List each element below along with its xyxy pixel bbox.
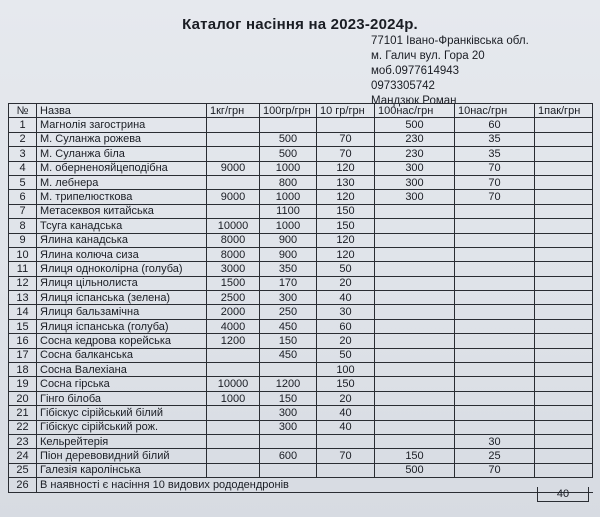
cell-num: 2 — [9, 132, 37, 146]
cell-name: Гібіскус сірійський рож. — [37, 420, 207, 434]
contact-person: Мандзюк Роман — [371, 95, 457, 107]
cell-price-100g: 1000 — [260, 161, 317, 175]
cell-price-100g: 500 — [260, 132, 317, 146]
cell-price-100g: 900 — [260, 247, 317, 261]
cell-price-100g: 900 — [260, 233, 317, 247]
table-row — [9, 391, 593, 405]
cell-price-10g: 70 — [317, 147, 375, 161]
table-row — [9, 291, 593, 305]
cell-price-1-pack — [535, 319, 593, 333]
cell-price-1kg — [207, 449, 260, 463]
cell-price-10g: 40 — [317, 420, 375, 434]
cell-price-100g: 170 — [260, 276, 317, 290]
table-row — [9, 348, 593, 362]
cell-price-100g: 150 — [260, 334, 317, 348]
cell-price-1-pack — [535, 175, 593, 189]
cell-price-1-pack — [535, 363, 593, 377]
table-row — [9, 147, 593, 161]
cell-price-1kg: 1500 — [207, 276, 260, 290]
footer-row — [9, 478, 593, 492]
table-row — [9, 305, 593, 319]
cell-num: 24 — [9, 449, 37, 463]
cell-name: М. Суланжа рожева — [37, 132, 207, 146]
cell-price-1kg — [207, 175, 260, 189]
cell-name: Гінго білоба — [37, 391, 207, 405]
cell-num: 18 — [9, 363, 37, 377]
cell-price-100g: 300 — [260, 291, 317, 305]
cell-price-10g: 150 — [317, 377, 375, 391]
cell-name: Магнолія загострина — [37, 118, 207, 132]
cell-price-1kg — [207, 118, 260, 132]
cell-price-1-pack — [535, 204, 593, 218]
cell-price-100-seeds — [375, 204, 455, 218]
cell-price-10g: 20 — [317, 334, 375, 348]
header-price-100g: 100гр/грн — [260, 104, 317, 118]
cell-price-10-seeds: 25 — [455, 449, 535, 463]
cell-price-100-seeds: 300 — [375, 175, 455, 189]
cell-price-1kg — [207, 363, 260, 377]
cell-price-1-pack — [535, 190, 593, 204]
cell-price-10-seeds: 70 — [455, 175, 535, 189]
cell-price-100-seeds — [375, 334, 455, 348]
table-row — [9, 319, 593, 333]
footer-num: 26 — [9, 478, 37, 492]
cell-price-10-seeds — [455, 233, 535, 247]
cell-price-10g: 30 — [317, 305, 375, 319]
cell-name: Ялиця іспанська (зелена) — [37, 291, 207, 305]
cell-price-1kg — [207, 406, 260, 420]
cell-price-1kg: 8000 — [207, 247, 260, 261]
cell-price-1-pack — [535, 147, 593, 161]
table-row — [9, 204, 593, 218]
cell-price-10g: 40 — [317, 291, 375, 305]
cell-price-10-seeds — [455, 391, 535, 405]
cell-name: Сосна Валехіана — [37, 363, 207, 377]
table-row — [9, 334, 593, 348]
table-row — [9, 276, 593, 290]
cell-name: Сосна гірська — [37, 377, 207, 391]
header-num: № — [9, 104, 37, 118]
cell-price-10-seeds — [455, 319, 535, 333]
cell-price-1-pack — [535, 348, 593, 362]
cell-price-1-pack — [535, 434, 593, 448]
header-price-1-pack: 1пак/грн — [535, 104, 593, 118]
cell-price-100-seeds — [375, 219, 455, 233]
cell-price-100g — [260, 463, 317, 477]
cell-num: 12 — [9, 276, 37, 290]
cell-price-10-seeds — [455, 363, 535, 377]
cell-num: 20 — [9, 391, 37, 405]
cell-price-100g: 1200 — [260, 377, 317, 391]
cell-price-10g: 50 — [317, 348, 375, 362]
cell-num: 6 — [9, 190, 37, 204]
table-row — [9, 175, 593, 189]
cell-num: 11 — [9, 262, 37, 276]
cell-price-1kg: 10000 — [207, 377, 260, 391]
cell-num: 15 — [9, 319, 37, 333]
address-line-1: 77101 Івано-Франківська обл. — [371, 35, 529, 47]
cell-price-1-pack — [535, 420, 593, 434]
cell-price-100g — [260, 118, 317, 132]
cell-price-1-pack — [535, 262, 593, 276]
cell-price-1-pack — [535, 377, 593, 391]
cell-price-1kg — [207, 463, 260, 477]
cell-num: 17 — [9, 348, 37, 362]
cell-price-10-seeds — [455, 219, 535, 233]
cell-num: 16 — [9, 334, 37, 348]
cell-price-100-seeds — [375, 319, 455, 333]
cell-price-10-seeds: 30 — [455, 434, 535, 448]
cell-name: Галезія каролінська — [37, 463, 207, 477]
cell-price-1kg: 10000 — [207, 219, 260, 233]
header-price-100-seeds: 100нас/грн — [375, 104, 455, 118]
cell-price-10-seeds — [455, 305, 535, 319]
table-row — [9, 190, 593, 204]
cell-price-100g: 800 — [260, 175, 317, 189]
cell-price-10g: 50 — [317, 262, 375, 276]
cell-price-100-seeds — [375, 305, 455, 319]
cell-price-1kg: 9000 — [207, 190, 260, 204]
cell-price-10g: 150 — [317, 219, 375, 233]
cell-name: Ялина канадська — [37, 233, 207, 247]
cell-name: Кельрейтерія — [37, 434, 207, 448]
cell-price-10-seeds: 35 — [455, 132, 535, 146]
cell-price-10-seeds — [455, 291, 535, 305]
cell-price-10g — [317, 118, 375, 132]
cell-price-100g: 250 — [260, 305, 317, 319]
cell-price-10g: 100 — [317, 363, 375, 377]
table-row — [9, 363, 593, 377]
cell-name: Гібіскус сірійський білий — [37, 406, 207, 420]
cell-price-100-seeds: 300 — [375, 190, 455, 204]
cell-price-10-seeds — [455, 334, 535, 348]
cell-name: Ялиця іспанська (голуба) — [37, 319, 207, 333]
table-row — [9, 434, 593, 448]
cell-num: 1 — [9, 118, 37, 132]
cell-price-10g: 60 — [317, 319, 375, 333]
cell-price-10-seeds — [455, 247, 535, 261]
cell-price-1kg: 9000 — [207, 161, 260, 175]
cell-num: 8 — [9, 219, 37, 233]
cell-num: 3 — [9, 147, 37, 161]
cell-price-100-seeds — [375, 391, 455, 405]
cell-price-100g: 1100 — [260, 204, 317, 218]
cell-price-10g: 130 — [317, 175, 375, 189]
cell-name: М. оберненояйцеподібна — [37, 161, 207, 175]
cell-num: 19 — [9, 377, 37, 391]
cell-price-10g: 120 — [317, 161, 375, 175]
cell-price-100-seeds: 230 — [375, 132, 455, 146]
cell-num: 14 — [9, 305, 37, 319]
table-row — [9, 463, 593, 477]
cell-price-1kg: 8000 — [207, 233, 260, 247]
cell-price-100-seeds — [375, 406, 455, 420]
cell-price-10-seeds — [455, 406, 535, 420]
cell-price-1-pack — [535, 305, 593, 319]
cell-num: 21 — [9, 406, 37, 420]
cell-price-1kg: 4000 — [207, 319, 260, 333]
cell-price-1-pack — [535, 161, 593, 175]
cell-price-1kg — [207, 147, 260, 161]
phone-mobile: моб.0977614943 — [371, 65, 460, 77]
table-row — [9, 132, 593, 146]
table-row — [9, 449, 593, 463]
cell-price-100-seeds: 300 — [375, 161, 455, 175]
cell-name: Ялиця бальзамічна — [37, 305, 207, 319]
cell-price-1-pack — [535, 132, 593, 146]
cell-price-100-seeds — [375, 363, 455, 377]
cell-name: Ялиця одноколірна (голуба) — [37, 262, 207, 276]
cell-price-10g: 120 — [317, 247, 375, 261]
cell-price-10g: 120 — [317, 190, 375, 204]
cell-price-1kg — [207, 204, 260, 218]
table-row — [9, 377, 593, 391]
cell-num: 7 — [9, 204, 37, 218]
table-header-row — [9, 104, 593, 118]
cell-price-10-seeds — [455, 262, 535, 276]
phone-second: 0973305742 — [371, 80, 435, 92]
cell-num: 9 — [9, 233, 37, 247]
cell-num: 23 — [9, 434, 37, 448]
footer-pack-price: 40 — [537, 487, 589, 502]
cell-price-10-seeds — [455, 276, 535, 290]
table-row — [9, 161, 593, 175]
cell-price-100g: 450 — [260, 319, 317, 333]
cell-price-100g — [260, 434, 317, 448]
cell-price-100g: 1000 — [260, 219, 317, 233]
cell-price-100-seeds: 500 — [375, 463, 455, 477]
cell-price-100-seeds — [375, 233, 455, 247]
cell-num: 22 — [9, 420, 37, 434]
cell-name: Ялина колюча сиза — [37, 247, 207, 261]
cell-num: 10 — [9, 247, 37, 261]
cell-num: 5 — [9, 175, 37, 189]
address-line-2: м. Галич вул. Гора 20 — [371, 50, 485, 62]
cell-price-100-seeds — [375, 420, 455, 434]
table-row — [9, 406, 593, 420]
cell-price-100-seeds — [375, 434, 455, 448]
cell-num: 4 — [9, 161, 37, 175]
cell-price-100g: 600 — [260, 449, 317, 463]
cell-name: М. Суланжа біла — [37, 147, 207, 161]
cell-price-100-seeds: 150 — [375, 449, 455, 463]
cell-price-100g: 350 — [260, 262, 317, 276]
header-price-10g: 10 гр/грн — [317, 104, 375, 118]
header-price-10-seeds: 10нас/грн — [455, 104, 535, 118]
cell-price-1-pack — [535, 334, 593, 348]
cell-price-10g: 20 — [317, 276, 375, 290]
cell-price-100g: 1000 — [260, 190, 317, 204]
cell-price-10-seeds — [455, 377, 535, 391]
footer-note: В наявності є насіння 10 видових рододендронів — [37, 478, 593, 492]
cell-price-10g: 70 — [317, 449, 375, 463]
cell-price-1-pack — [535, 291, 593, 305]
cell-price-100-seeds — [375, 262, 455, 276]
cell-price-100-seeds — [375, 247, 455, 261]
cell-price-100-seeds: 500 — [375, 118, 455, 132]
cell-price-1-pack — [535, 391, 593, 405]
cell-price-1-pack — [535, 449, 593, 463]
cell-name: Метасеквоя китайська — [37, 204, 207, 218]
cell-price-10-seeds: 70 — [455, 161, 535, 175]
cell-price-10-seeds — [455, 348, 535, 362]
header-price-1kg: 1кг/грн — [207, 104, 260, 118]
cell-price-100-seeds — [375, 291, 455, 305]
cell-price-10-seeds: 60 — [455, 118, 535, 132]
cell-price-10g: 150 — [317, 204, 375, 218]
cell-price-1-pack — [535, 276, 593, 290]
cell-price-10g — [317, 434, 375, 448]
cell-price-100-seeds: 230 — [375, 147, 455, 161]
cell-price-10-seeds: 70 — [455, 463, 535, 477]
seed-catalog-table — [8, 103, 593, 493]
cell-price-1-pack — [535, 219, 593, 233]
cell-price-1kg: 1000 — [207, 391, 260, 405]
cell-price-10g: 70 — [317, 132, 375, 146]
cell-price-10-seeds: 35 — [455, 147, 535, 161]
contact-block — [371, 34, 529, 109]
cell-price-1kg: 2500 — [207, 291, 260, 305]
cell-price-10-seeds — [455, 204, 535, 218]
cell-num: 13 — [9, 291, 37, 305]
cell-price-1-pack — [535, 233, 593, 247]
cell-price-10g: 40 — [317, 406, 375, 420]
table-row — [9, 219, 593, 233]
cell-name: М. лебнера — [37, 175, 207, 189]
cell-name: Сосна кедрова корейська — [37, 334, 207, 348]
cell-price-1-pack — [535, 463, 593, 477]
cell-price-1kg — [207, 348, 260, 362]
cell-name: Ялиця цільнолиста — [37, 276, 207, 290]
table-row — [9, 247, 593, 261]
cell-name: М. трипелюсткова — [37, 190, 207, 204]
cell-price-100g: 300 — [260, 406, 317, 420]
cell-price-1-pack — [535, 118, 593, 132]
cell-price-10g: 20 — [317, 391, 375, 405]
cell-price-1kg: 1200 — [207, 334, 260, 348]
header-name: Назва — [37, 104, 207, 118]
cell-price-100g: 450 — [260, 348, 317, 362]
cell-name: Піон деревовидний білий — [37, 449, 207, 463]
cell-price-10g — [317, 463, 375, 477]
cell-price-1-pack — [535, 406, 593, 420]
cell-price-100-seeds — [375, 348, 455, 362]
cell-num: 25 — [9, 463, 37, 477]
cell-price-1kg — [207, 420, 260, 434]
cell-price-100-seeds — [375, 276, 455, 290]
cell-price-1-pack — [535, 247, 593, 261]
cell-price-100g: 500 — [260, 147, 317, 161]
cell-price-10g: 120 — [317, 233, 375, 247]
table-row — [9, 233, 593, 247]
table-row — [9, 262, 593, 276]
cell-price-10-seeds — [455, 420, 535, 434]
cell-name: Тсуга канадська — [37, 219, 207, 233]
cell-price-1kg: 2000 — [207, 305, 260, 319]
catalog-title: Каталог насіння на 2023-2024р. — [182, 16, 418, 33]
cell-price-1kg — [207, 434, 260, 448]
cell-price-1kg — [207, 132, 260, 146]
cell-price-100-seeds — [375, 377, 455, 391]
cell-price-100g: 150 — [260, 391, 317, 405]
cell-name: Сосна балканська — [37, 348, 207, 362]
cell-price-10-seeds: 70 — [455, 190, 535, 204]
cell-price-100g — [260, 363, 317, 377]
cell-price-100g: 300 — [260, 420, 317, 434]
cell-price-1kg: 3000 — [207, 262, 260, 276]
table-row — [9, 420, 593, 434]
table-row — [9, 118, 593, 132]
